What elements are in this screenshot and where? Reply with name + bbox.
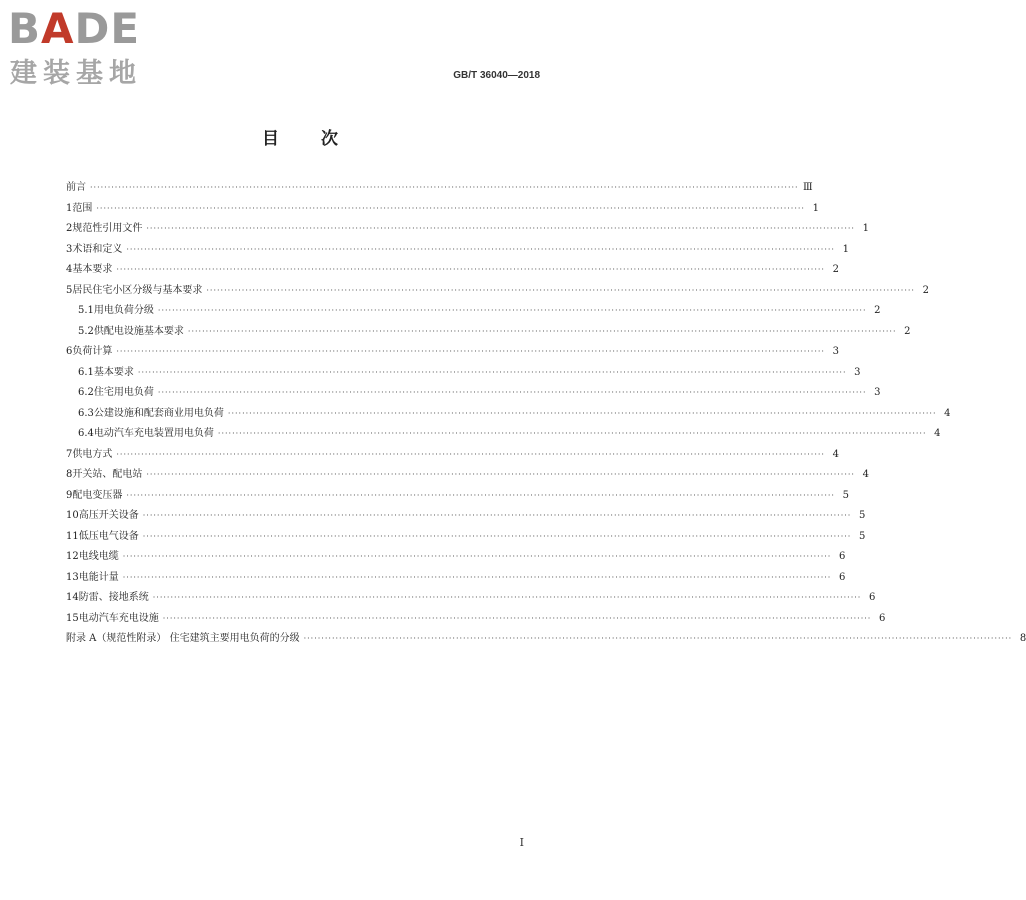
toc-entry-title: 供配电设施基本要求 <box>93 325 184 337</box>
toc-entry-title: 高压开关设备 <box>78 510 139 521</box>
toc-entry-title: 电动汽车充电装置用电负荷 <box>93 428 214 439</box>
toc-entry-title: 电线电缆 <box>78 551 119 562</box>
toc-entry-page: 4 <box>862 469 869 480</box>
toc-entry[interactable] <box>66 568 846 589</box>
toc-entry-number: 6.3 <box>78 407 94 419</box>
toc-entry-page: 2 <box>922 284 929 296</box>
toc-entry-title: 前言 <box>66 182 86 193</box>
toc-entry-number: 4 <box>66 264 73 275</box>
toc-entry[interactable] <box>66 383 881 404</box>
table-of-contents <box>66 178 1026 650</box>
toc-entry-number: 6.1 <box>78 366 94 378</box>
toc-entry-page: 2 <box>874 305 881 316</box>
toc-entry-title: 规范性引用文件 <box>72 223 143 234</box>
toc-entry-page: 6 <box>838 551 846 562</box>
toc-entry[interactable] <box>66 629 1026 650</box>
toc-entry[interactable] <box>66 240 849 261</box>
toc-entry-number: 6.2 <box>78 387 94 398</box>
toc-leader-dots: ········································································································································································································ <box>206 285 915 295</box>
toc-leader-dots: ········································································································································································································ <box>116 347 825 356</box>
toc-entry-number: 1 <box>66 202 73 214</box>
toc-entry-number: 7 <box>66 448 73 460</box>
toc-entry[interactable] <box>66 445 839 466</box>
toc-leader-dots: ········································································································································································································ <box>90 183 799 192</box>
toc-leader-dots: ········································································································································································································ <box>116 449 825 459</box>
toc-entry[interactable] <box>66 322 911 343</box>
toc-entry-title: 公建设施和配套商业用电负荷 <box>93 407 224 419</box>
toc-entry[interactable] <box>66 527 866 548</box>
toc-entry-number: 5 <box>66 284 73 296</box>
toc-entry-page: 2 <box>904 325 911 337</box>
toc-entry-page: 1 <box>812 202 819 214</box>
toc-leader-dots: ········································································································································································································ <box>152 593 862 602</box>
toc-entry-page: 4 <box>944 407 951 419</box>
toc-entry-title: 电动汽车充电设施 <box>78 612 159 624</box>
toc-entry-page: 6 <box>868 592 876 603</box>
toc-entry[interactable] <box>66 363 861 384</box>
toc-leader-dots: ········································································································································································································ <box>142 531 852 541</box>
toc-leader-dots: ········································································································································································································ <box>227 408 937 418</box>
toc-entry-number: 10 <box>66 510 79 521</box>
toc-leader-dots: ········································································································································································································ <box>217 429 927 438</box>
toc-entry[interactable] <box>66 486 849 507</box>
toc-entry-page: 6 <box>838 571 846 583</box>
toc-entry[interactable] <box>66 404 951 425</box>
toc-entry-page: 4 <box>934 428 941 439</box>
toc-entry-number: 5.1 <box>78 305 94 316</box>
toc-entry-title: 负荷计算 <box>72 346 113 357</box>
page-number: Ⅰ <box>519 836 524 849</box>
toc-entry-title: 术语和定义 <box>72 243 123 255</box>
toc-leader-dots: ········································································································································································································ <box>157 306 867 315</box>
toc-leader-dots: ········································································································································································································ <box>137 367 847 377</box>
toc-leader-dots: ········································································································································································································ <box>303 634 1013 643</box>
toc-entry-number: 2 <box>66 223 73 234</box>
toc-entry-number: 9 <box>66 489 73 501</box>
toc-entry-page: Ⅲ <box>802 182 813 193</box>
standard-code: GB/T 36040—2018 <box>453 70 540 81</box>
toc-entry-title: 范围 <box>72 202 93 214</box>
toc-entry-page: 3 <box>874 387 881 398</box>
toc-leader-dots: ········································································································································································································ <box>122 552 832 561</box>
toc-entry-number: 12 <box>66 551 79 562</box>
toc-entry[interactable] <box>66 588 876 609</box>
toc-entry-number: 8 <box>66 469 73 480</box>
toc-entry-title: 低压电气设备 <box>78 530 139 542</box>
toc-leader-dots: ········································································································································································································ <box>122 572 832 582</box>
toc-entry-title: 基本要求 <box>93 366 134 378</box>
toc-leader-dots: ········································································································································································································ <box>162 613 872 623</box>
toc-entry-page: 6 <box>878 612 886 624</box>
toc-leader-dots: ········································································································································································································ <box>146 224 855 233</box>
toc-entry[interactable] <box>66 301 881 322</box>
toc-entry[interactable] <box>66 547 846 568</box>
logo-subtitle: 建装基地 <box>10 58 142 89</box>
toc-entry[interactable] <box>66 506 866 527</box>
toc-entry-title: 住宅用电负荷 <box>93 387 154 398</box>
toc-entry-page: 2 <box>832 264 839 275</box>
toc-entry[interactable] <box>66 342 839 363</box>
toc-entry-page: 3 <box>854 366 861 378</box>
toc-entry-page: 5 <box>858 510 866 521</box>
toc-entry-page: 1 <box>862 223 869 234</box>
toc-entry-title: 用电负荷分级 <box>93 305 154 316</box>
toc-entry[interactable] <box>66 260 839 281</box>
toc-entry-number: 6.4 <box>78 428 94 439</box>
toc-entry-title: 基本要求 <box>72 264 113 275</box>
toc-entry-title: 防雷、接地系统 <box>78 592 149 603</box>
toc-entry[interactable] <box>66 178 813 199</box>
toc-entry[interactable] <box>66 281 929 302</box>
toc-entry-title: 供电方式 <box>72 448 113 460</box>
toc-entry[interactable] <box>66 465 869 486</box>
logo <box>8 6 178 96</box>
toc-entry[interactable] <box>66 199 819 220</box>
toc-entry-title: 居民住宅小区分级与基本要求 <box>72 284 203 296</box>
toc-entry[interactable] <box>66 609 886 630</box>
toc-entry-title: 附录 A（规范性附录） 住宅建筑主要用电负荷的分级 <box>66 633 300 644</box>
toc-entry-page: 5 <box>842 489 849 501</box>
toc-leader-dots: ········································································································································································································ <box>157 388 867 397</box>
toc-entry-number: 14 <box>66 592 79 603</box>
toc-entry-number: 6 <box>66 346 73 357</box>
toc-leader-dots: ········································································································································································································ <box>126 490 835 500</box>
toc-leader-dots: ········································································································································································································ <box>142 511 852 520</box>
toc-entry-page: 5 <box>858 530 866 542</box>
toc-entry-title: 配电变压器 <box>72 489 123 501</box>
toc-leader-dots: ········································································································································································································ <box>146 470 855 479</box>
toc-entry-page: 3 <box>832 346 839 357</box>
toc-entry-page: 8 <box>1019 633 1026 644</box>
toc-leader-dots: ········································································································································································································ <box>187 326 897 336</box>
toc-entry-number: 13 <box>66 571 79 583</box>
logo-wordmark: BADE <box>8 4 141 53</box>
toc-entry-number: 5.2 <box>78 325 94 337</box>
toc-leader-dots: ········································································································································································································ <box>96 203 805 213</box>
toc-entry-title: 开关站、配电站 <box>72 469 143 480</box>
toc-leader-dots: ········································································································································································································ <box>126 244 835 254</box>
toc-entry-number: 15 <box>66 612 79 624</box>
toc-entry-number: 3 <box>66 243 73 255</box>
toc-entry-number: 11 <box>66 530 79 542</box>
toc-entry[interactable] <box>66 424 941 445</box>
toc-entry-page: 4 <box>832 448 839 460</box>
toc-entry-title: 电能计量 <box>78 571 119 583</box>
toc-leader-dots: ········································································································································································································ <box>116 265 825 274</box>
page-title: 目 次 <box>262 129 356 149</box>
toc-entry[interactable] <box>66 219 869 240</box>
toc-entry-page: 1 <box>842 243 849 255</box>
